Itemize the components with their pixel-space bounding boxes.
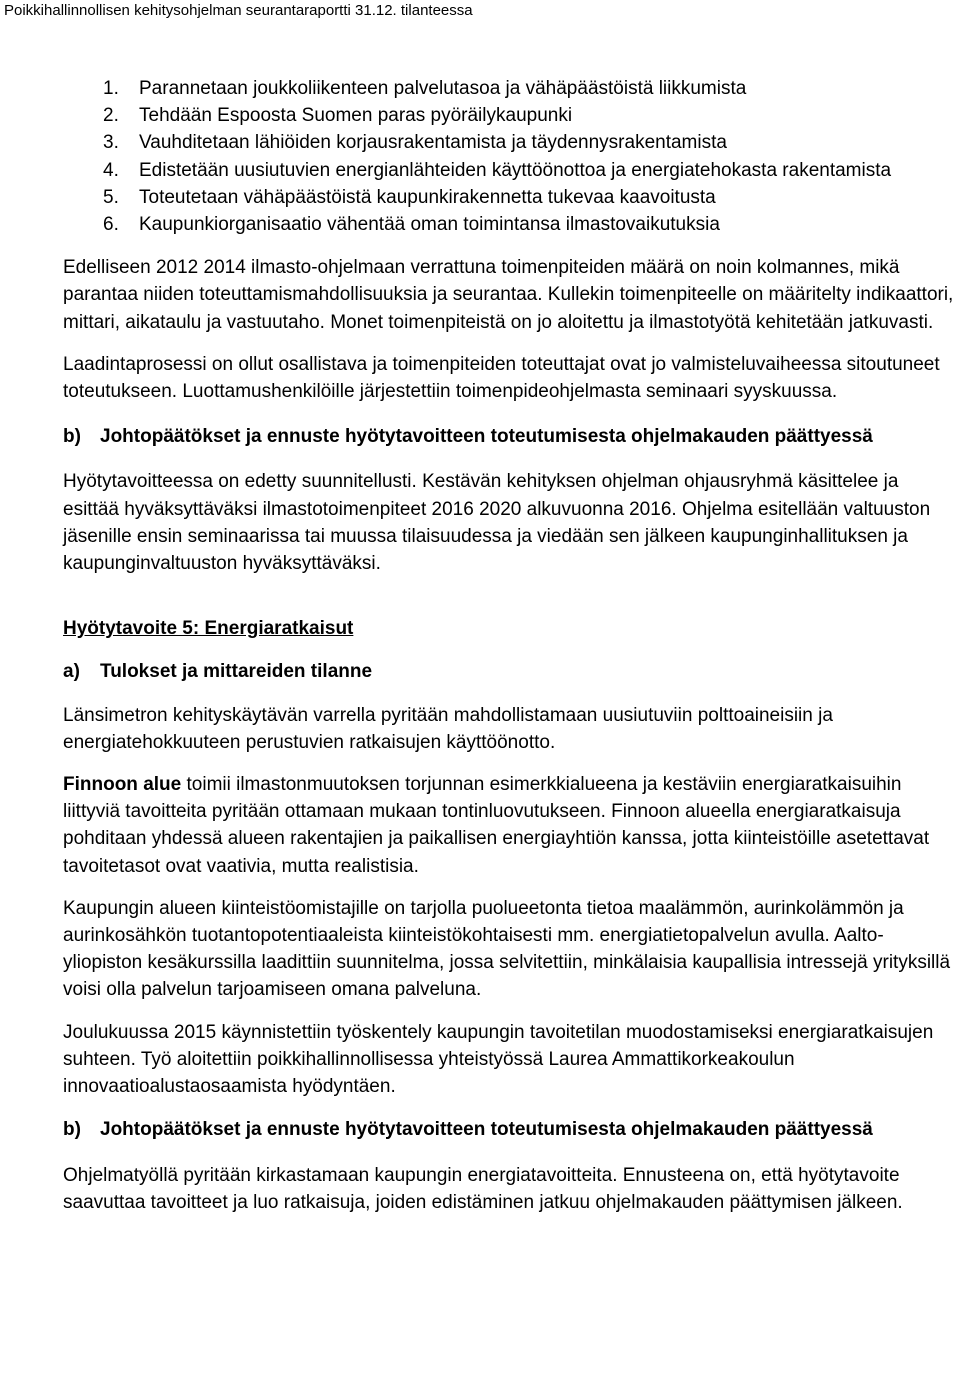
list-item-text: Vauhditetaan lähiöiden korjausrakentamista ja täydennysrakentamista (139, 132, 727, 154)
heading-text: Johtopäätökset ja ennuste hyötytavoitteen toteutumisesta ohjelmakauden päättyessä (100, 426, 873, 448)
list-number: 5. (103, 186, 119, 208)
list-number: 6. (103, 214, 119, 236)
list-item (63, 211, 958, 238)
list-number: 2. (103, 105, 119, 127)
list-item-text: Toteutetaan vähäpäästöistä kaupunkirakennetta tukevaa kaavoitusta (139, 186, 716, 208)
paragraph-lansimetro: Länsimetron kehityskäytävän varrella pyritään mahdollistamaan uusiutuviin polttoaineisiin ja energiatehokkuuteen perustuvien ratkaisujen käyttöönotto. (63, 704, 833, 753)
paragraph-lead-finnoo: Finnoon alue (63, 774, 182, 796)
section-heading-conclusions (63, 423, 958, 450)
list-number: 4. (103, 159, 119, 181)
paragraph-december-2015: Joulukuussa 2015 käynnistettiin työskentely kaupungin tavoitetilan muodostamiseksi energiaratkaisujen suhteen. Työ aloitettiin poikkihallinnollisessa yhteistyössä Laurea Ammattikorkeakoulun innovaatioalustaosaamista hyödyntäen. (63, 1021, 934, 1098)
running-header: Poikkihallinnollisen kehitysohjelman seurantaraportti 31.12. tilanteessa (4, 2, 473, 19)
document-body (63, 75, 958, 1216)
list-item (63, 75, 958, 102)
paragraph-rest-finnoo: toimii ilmastonmuutoksen torjunnan esimerkkialueena ja kestäviin energiaratkaisuihin liittyviä tavoitteita pyritään ottamaan mukaan tontinluovutukseen. Finnoon alueella energiaratkaisuja pohditaan yhdessä alueen rakentajien ja paikallisen energiayhtiön kanssa, jotta kiinteistöille asetettavat tavoitetasot ovat vaativia, mutta realistisia. (63, 774, 930, 877)
section-heading-conclusions-2 (63, 1116, 958, 1143)
list-item (63, 102, 958, 129)
paragraph-program-comparison: Edelliseen 2012 2014 ilmasto-ohjelmaan verrattuna toimenpiteiden määrä on noin kolmannes, mikä parantaa niiden toteuttamismahdollisuuksia ja seurantaa. Kullekin toimenpiteelle on määritelty indikaattori, mittari, aikataulu ja vastuutaho. Monet toimenpiteistä on jo aloitettu ja ilmastotyötä kehitetään jatkuvasti. (63, 257, 954, 333)
paragraph-finnoo (63, 771, 958, 880)
paragraph-preparation-process: Laadintaprosessi on ollut osallistava ja toimenpiteiden toteuttajat ovat jo valmisteluvaiheessa sitoutuneet toteutukseen. Luottamushenkilöille järjestettiin toimenpideohjelmasta seminaari syyskuussa. (63, 353, 940, 403)
section-heading-results (63, 658, 958, 685)
list-number: 3. (103, 132, 119, 154)
list-item-text: Edistetään uusiutuvien energianlähteiden käyttöönottoa ja energiatehokasta rakentamista (139, 159, 892, 181)
paragraph-property-owners: Kaupungin alueen kiinteistöomistajille on tarjolla puolueetonta tietoa maalämmön, aurinkolämmön ja aurinkosähkön tuotantopotentiaaleista kiinteistökohtaisesti mm. energiatietopalvelun avulla. Aalto-yliopiston kesäkurssilla laadittiin suunnitelma, jossa selvitettiin, minkälaisia kaupallisia intressejä yrityksillä voisi olla palvelun tarjoamiseen omana palveluna. (63, 897, 951, 1001)
list-item (63, 157, 958, 184)
paragraph-progress: Hyötytavoitteessa on edetty suunnitellusti. Kestävän kehityksen ohjelman ohjausryhmä käsittelee ja esittää hyväksyttäväksi ilmastotoimenpiteet 2016 2020 alkuvuonna 2016. Ohjelma esitellään valtuuston jäsenille ensin seminaarissa tai muussa tilaisuudessa ja viedään sen jälkeen kaupunginhallituksen ja kaupunginvaltuuston hyväksyttäväksi. (63, 471, 931, 575)
heading-text: Johtopäätökset ja ennuste hyötytavoitteen toteutumisesta ohjelmakauden päättyessä (100, 1119, 873, 1141)
paragraph-forecast: Ohjelmatyöllä pyritään kirkastamaan kaupungin energiatavoitteita. Ennusteena on, että hyötytavoite saavuttaa tavoitteet ja luo ratkaisuja, joiden edistäminen jatkuu ohjelmakauden päättymisen jälkeen. (63, 1164, 903, 1213)
list-number: 1. (103, 78, 119, 99)
list-item-text: Kaupunkiorganisaatio vähentää oman toimintansa ilmastovaikutuksia (139, 214, 720, 236)
list-item (63, 129, 958, 156)
heading-marker: b) (63, 426, 81, 448)
heading-marker: b) (63, 1119, 81, 1141)
goals-list (63, 75, 958, 238)
list-item-text: Parannetaan joukkoliikenteen palvelutasoa ja vähäpäästöistä liikkumista (139, 78, 747, 99)
heading-text: Tulokset ja mittareiden tilanne (100, 661, 373, 683)
list-item-text: Tehdään Espoosta Suomen paras pyöräilykaupunki (139, 105, 573, 127)
benefit-goal-title: Hyötytavoite 5: Energiaratkaisut (63, 618, 354, 640)
list-item (63, 184, 958, 211)
heading-marker: a) (63, 661, 80, 683)
